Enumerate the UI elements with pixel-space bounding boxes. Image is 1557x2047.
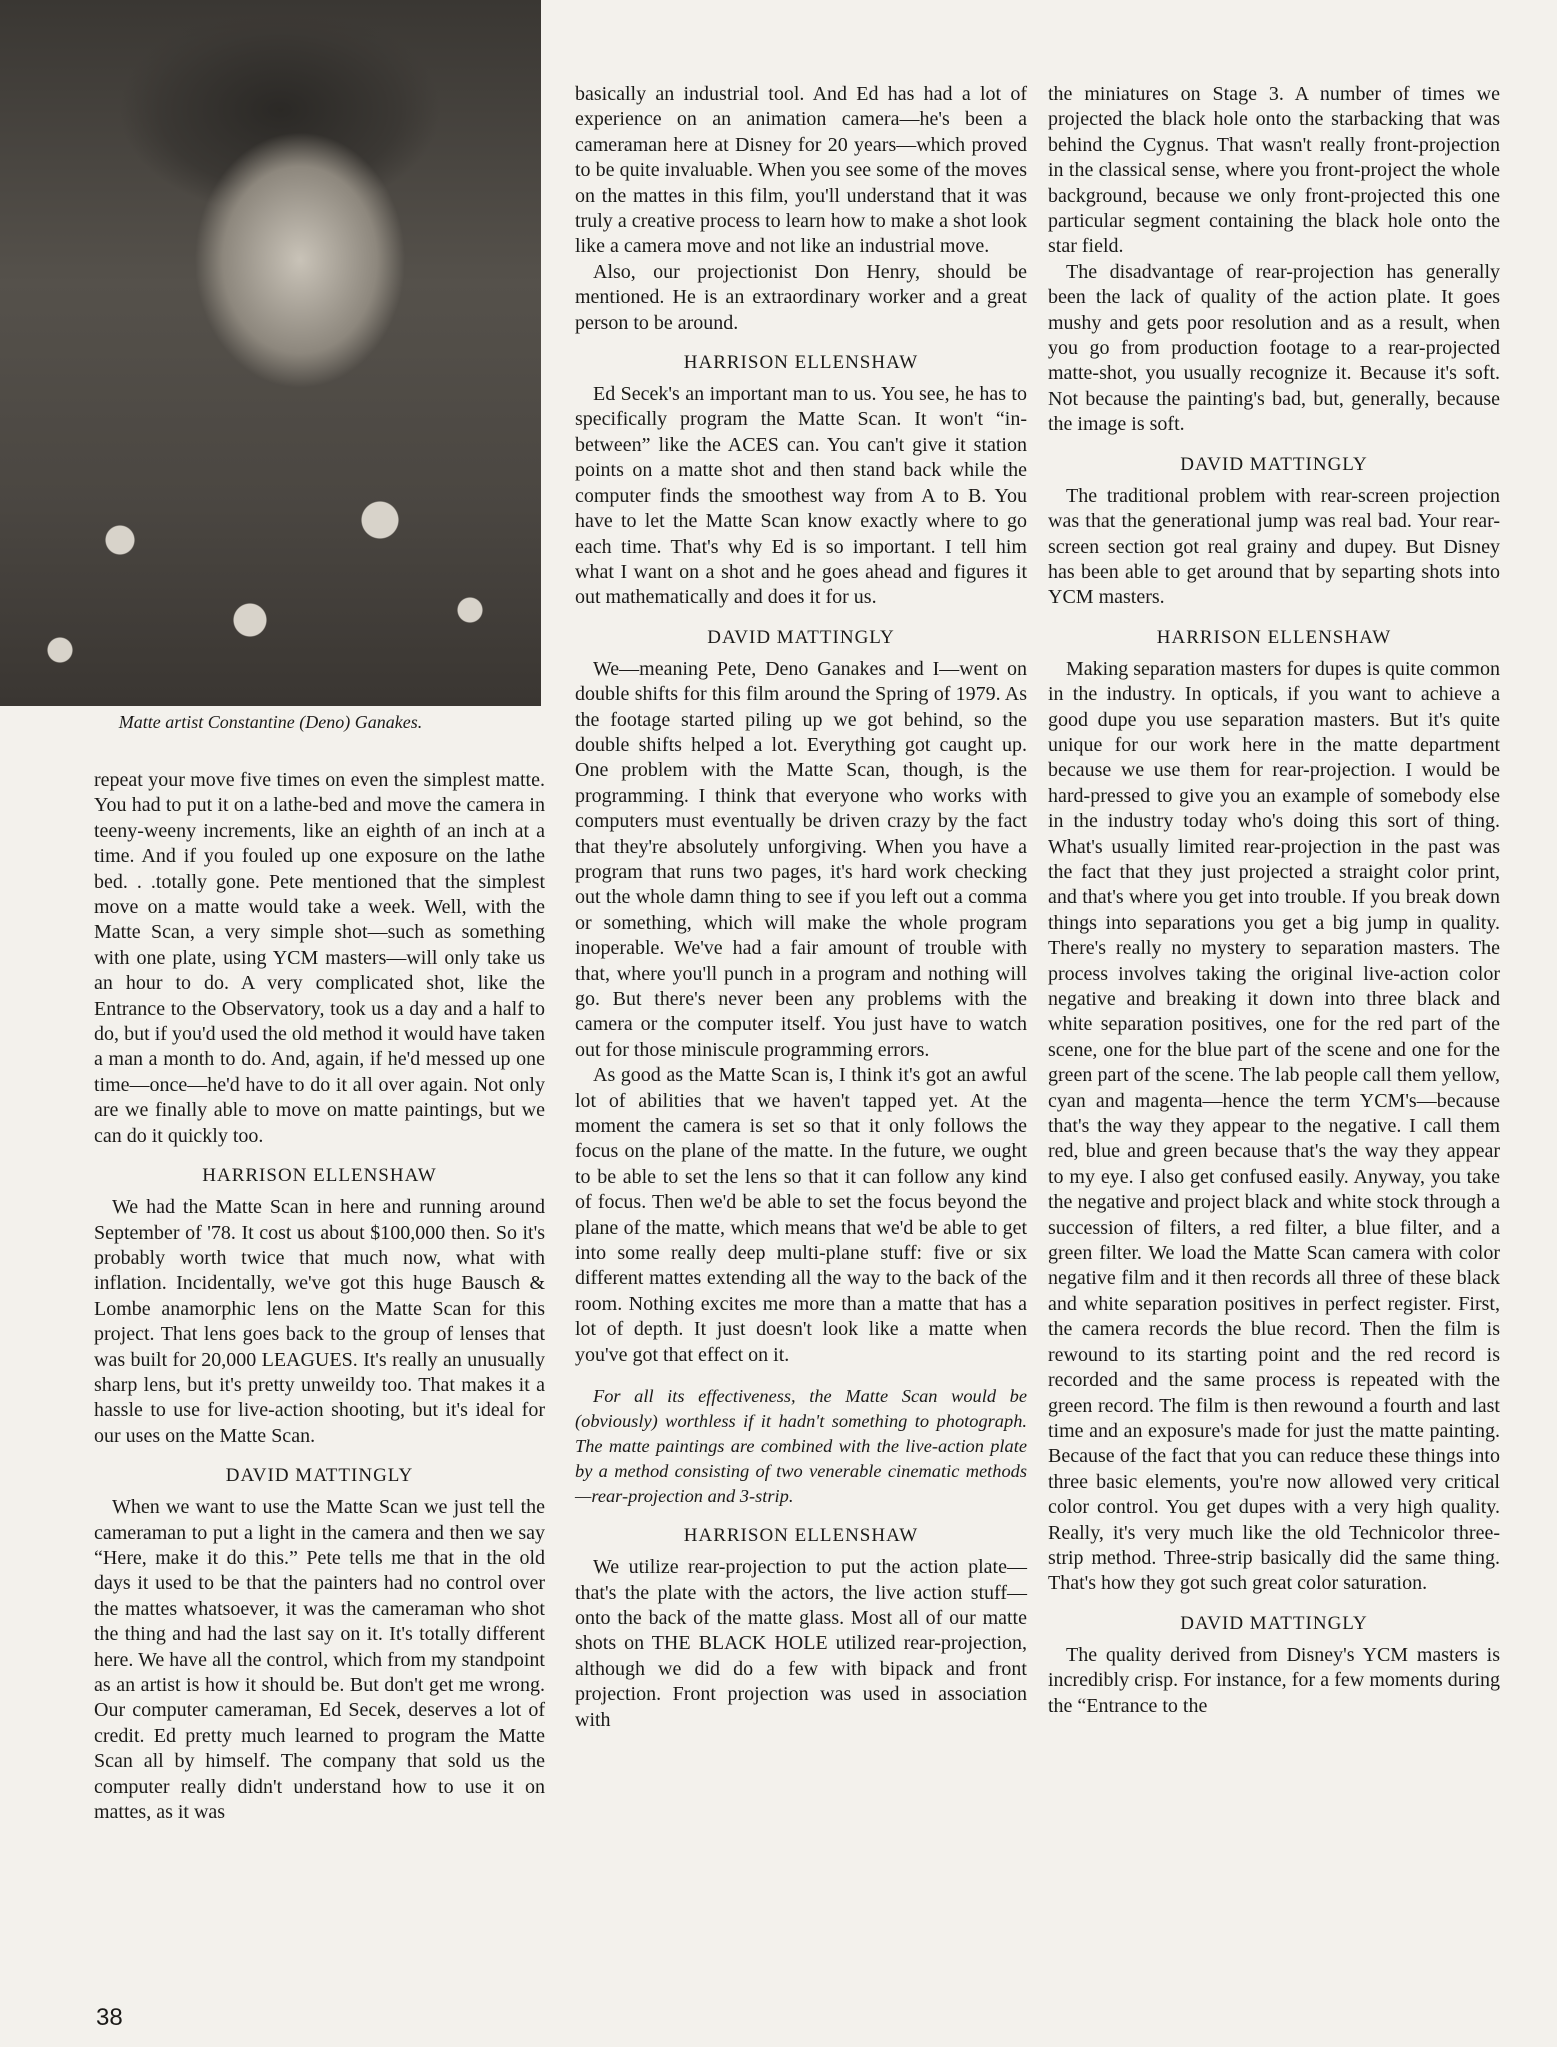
speaker-heading: HARRISON ELLENSHAW [202,1165,437,1187]
paragraph: The traditional problem with rear-screen projection was that the generational jump was real bad. Your rear-screen section got real grainy and dupey. But Disney has been able to get around that by separting shots into YCM masters. [1048,484,1500,609]
paragraph: the miniatures on Stage 3. A number of times we projected the black hole onto the starbacking that was behind the Cygnus. That wasn't really front-projection in the classical sense, where you front-project the whole background, because we only front-projected this one particular segment containing the black hole onto the star field. [1048,83,1500,258]
speaker-heading: DAVID MATTINGLY [707,626,895,648]
italic-intro: For all its effectiveness, the Matte Scan would be (obviously) worthless if it hadn't something to photograph. The matte paintings are combined with the live-action plate by a method consisting of two venerable cinematic methods—rear-projection and 3-strip. [575,1386,1027,1507]
paragraph: As good as the Matte Scan is, I think it's got an awful lot of abilities that we haven't tapped yet. At the moment the camera is set so that it only follows the focus on the plane of the matte. In the future, we ought to be able to set the lens so that it can follow any kind of focus. Then we'd be able to set the focus beyond the plane of the matte, which means that we'd be able to get into some really deep multi-plane stuff: five or six different mattes extending all the way to the back of the room. Nothing excites me more than a matte that has a lot of depth. It just doesn't look like a matte when you've got that effect on it. [575,1064,1027,1366]
speaker-heading: HARRISON ELLENSHAW [1156,626,1392,648]
paragraph: basically an industrial tool. And Ed has had a lot of experience on an animation camera—he's been a cameraman here at Disney for 20 years—which proved to be quite invaluable. When you see some of the moves on the mattes in this film, you'll understand that it was truly a creative process to learn how to make a shot look like a camera move and not like an industrial move. [575,83,1027,258]
text-column-2 [575,82,1027,1733]
paragraph: We—meaning Pete, Deno Ganakes and I—went on double shifts for this film around the Spring of 1979. As the footage started piling up we got behind, so the double shifts helped a lot. Everything got caught up. One problem with the Matte Scan, though, is the programming. I think that everyone who works with computers must eventually be driven crazy by the fact that they're absolutely unforgiving. When you have a program that runs two pages, it's hard work checking out the whole damn thing to see if you left out a comma or something, which will make the whole program inoperable. We've had a fair amount of trouble with that, where you'll punch in a program and nothing will go. But there's never been any problems with the camera or the computer itself. You just have to watch out for those miniscule programming errors. [575,657,1027,1061]
text-column-1 [94,768,545,1825]
paragraph: Making separation masters for dupes is quite common in the industry. In opticals, if you want to achieve a good dupe you use separation masters. But it's quite unique for our work here in the matte department because we use them for rear-projection. I would be hard-pressed to give you an example of somebody else in the industry today who's doing this sort of thing. What's usually limited rear-projection in the past was the fact that they just projected a straight color print, and that's where you get into trouble. If you break down things into separations you get a big jump in quality. There's really no mystery to separation masters. The process involves taking the original live-action color negative and breaking it down into three black and white separation positives, one for the red part of the scene, one for the blue part of the scene and one for the green part of the scene. The lab people call them yellow, cyan and magenta—hence the term YCM's—because that's the way they appear to the negative. I call them red, blue and green because that's the way they appear to my eye. I also get confused easily. Anyway, you take the negative and project black and white stock through a succession of filters, a red filter, a blue filter, and a green filter. We load the Matte Scan camera with color negative film and it then records all three of these black and white separation positives in perfect register. First, the camera records the blue record. Then the film is rewound to its starting point and the red record is recorded and the same process is repeated with the green record. The film is then rewound a fourth and last time and an exposure's made for just the matte painting. Because of the fact that you can reduce these things into three basic elements, you're now allowed very critical color control. You get dupes with a very high quality. Really, it's very much like the old Technicolor three-strip method. Three-strip basically did the same thing. That's how they got such great color saturation. [1048,657,1500,1595]
speaker-heading: HARRISON ELLENSHAW [683,1525,919,1547]
speaker-heading: DAVID MATTINGLY [225,1465,414,1487]
paragraph: When we want to use the Matte Scan we just tell the cameraman to put a light in the camera and then we say “Here, make it do this.” Pete tells me that in the old days it used to be that the painters had no control over the mattes whatsoever, it was the cameraman who shot the thing and had the last say on it. It's totally different here. We have all the control, which from my standpoint as an artist is how it should be. But don't get me wrong. Our computer cameraman, Ed Secek, deserves a lot of credit. Ed pretty much learned to program the Matte Scan all by himself. The company that sold us the computer really didn't understand how to use it on mattes, as it was [94,1496,545,1824]
speaker-heading: DAVID MATTINGLY [1180,1612,1368,1634]
page-number: 38 [96,2004,123,2031]
paragraph: We utilize rear-projection to put the action plate—that's the plate with the actors, the live action stuff—onto the back of the matte glass. Most all of our matte shots on THE BLACK HOLE utilized rear-projection, although we did do a few with bipack and front projection. Front projection was used in association with [575,1556,1027,1731]
paragraph: repeat your move five times on even the simplest matte. You had to put it on a lathe-bed and move the camera in teeny-weeny increments, like an eighth of an inch at a time. And if you fouled up one exposure on the lathe bed. . .totally gone. Pete mentioned that the simplest move on a matte would take a week. Well, with the Matte Scan, a very simple shot—such as something with one plate, using YCM masters—will only take us an hour to do. A very complicated shot, like the Entrance to the Observatory, took us a day and a half to do, but if you'd used the old method it would have taken a man a month to do. And, again, if he'd messed up one time—once—he'd have to do it all over again. Not only are we finally able to move on matte paintings, but we can do it quickly too. [94,769,545,1147]
paragraph: Ed Secek's an important man to us. You see, he has to specifically program the Matte Scan. It won't “in-between” like the ACES can. You can't give it station points on a matte shot and then stand back while the computer finds the smoothest way from A to B. You have to let the Matte Scan know exactly where to go each time. That's why Ed is so important. I tell him what I want on a shot and he goes ahead and figures it out mathematically and does it for us. [575,383,1027,609]
photo-caption: Matte artist Constantine (Deno) Ganakes. [118,712,423,732]
paragraph: The disadvantage of rear-projection has generally been the lack of quality of the action plate. It goes mushy and gets poor resolution and as a result, when you go from production footage to a rear-projected matte-shot, you usually recognize it. Because it's soft. Not because the painting's bad, but, generally, because the image is soft. [1048,260,1500,436]
text-column-3 [1048,82,1500,1719]
paragraph: We had the Matte Scan in here and running around September of '78. It cost us about $100,000 then. So it's probably worth twice that much now, what with inflation. Incidentally, we've got this huge Bausch & Lombe anamorphic lens on the Matte Scan for this project. That lens goes back to the group of lenses that was built for 20,000 LEAGUES. It's really an unusually sharp lens, but it's pretty unweildy too. That makes it a hassle to use for live-action shooting, but it's ideal for our uses on the Matte Scan. [94,1196,545,1447]
speaker-heading: HARRISON ELLENSHAW [683,352,919,374]
paragraph: Also, our projectionist Don Henry, should be mentioned. He is an extraordinary worker and a great person to be around. [575,260,1027,334]
speaker-heading: DAVID MATTINGLY [1180,453,1368,475]
portrait-photo [0,0,541,706]
paragraph: The quality derived from Disney's YCM masters is incredibly crisp. For instance, for a few moments during the “Entrance to the [1048,1643,1500,1717]
